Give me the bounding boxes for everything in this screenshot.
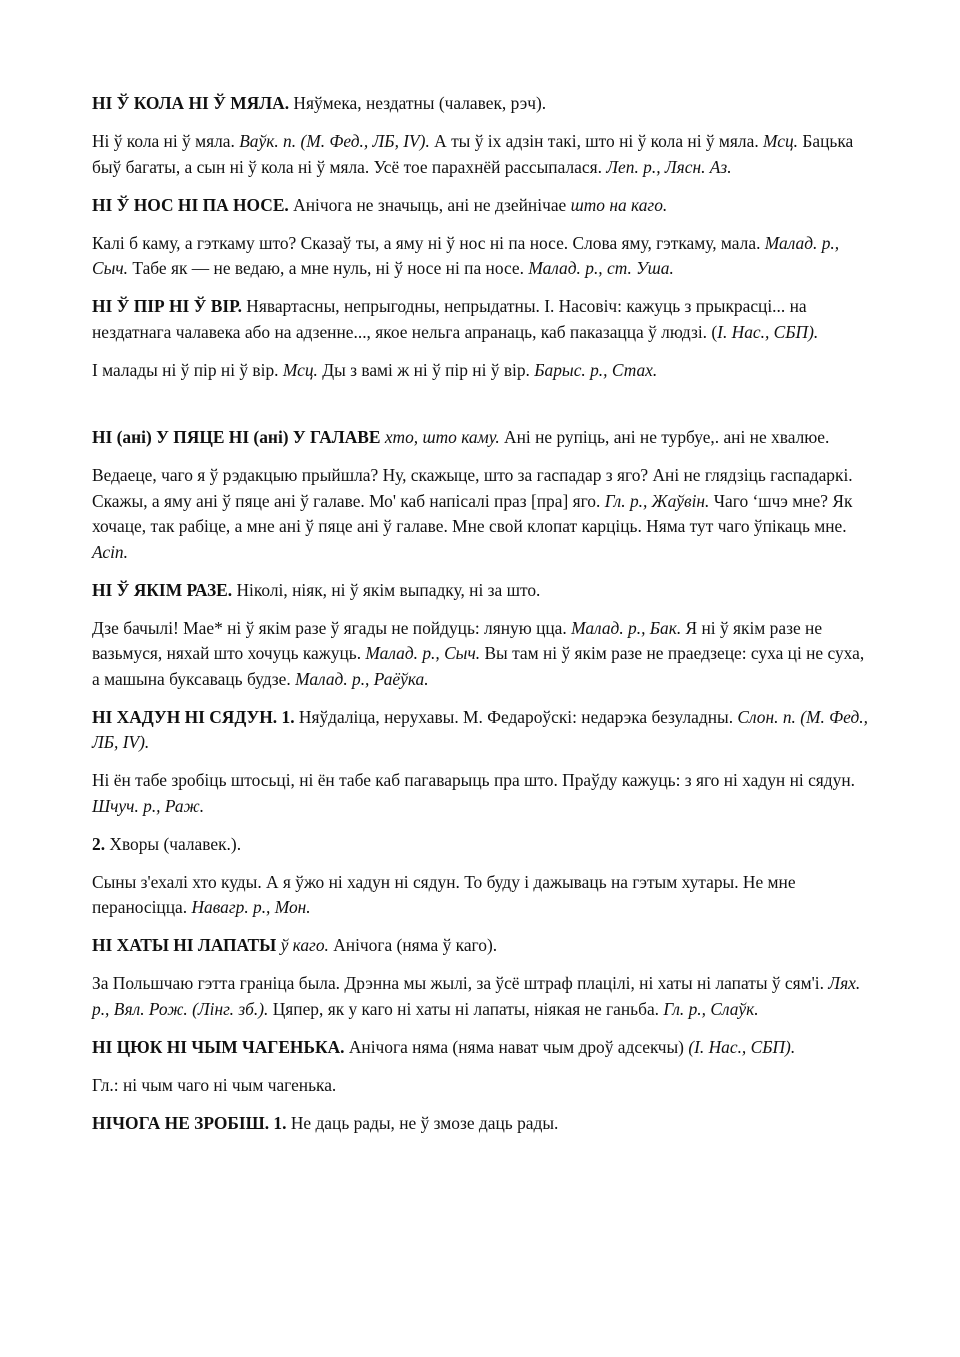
grammar-note: хто, што каму. xyxy=(384,427,500,447)
grammar-note: што на каго. xyxy=(570,194,668,215)
source-citation: Малад. р., Бак. xyxy=(571,617,682,638)
definition-text: Нявартасны, непрыгодны, непрыдатны. І. Насовіч: кажуць з прыкрасці... на нездатнага чалавека або на адзенне..., якое нельга апранаць, каб паказацца ў людзі. ( xyxy=(92,296,807,342)
definition-text: Ніколі, ніяк, ні ў якім выпадку, ні за што. xyxy=(232,579,541,600)
example-text: Ні ён табе зробіць штосьці, ні ён табе каб пагаварыць пра што. Праўду кажуць: з яго ні хадун ні сядун. xyxy=(92,770,855,790)
definition-text: Не даць рады, не ў змозе даць рады. xyxy=(286,1112,559,1133)
example-text: Вы там ні ў якім разе не праедзеце: суха ці не суха, а машына буксаваць будзе. xyxy=(92,643,865,689)
definition-text: Анічога не значыць, ані не дзейнічае xyxy=(288,194,571,215)
source-citation: Ваўк. п. (М. Фед., ЛБ, IV). xyxy=(239,131,430,151)
example-text: За Польшчаю гэтта граніца была. Дрэнна мы жылі, за ўсё штраф плацілі, ні хаты ні лапаты ў сям'і. xyxy=(92,973,829,993)
source-citation: Лях. р., Вял. Рож. (Лінг. зб.). xyxy=(92,973,861,1019)
source-citation: Малад. р., Раёўка. xyxy=(295,668,429,689)
entry-headword: НІЧОГА НЕ ЗРОБІШ. 1. xyxy=(92,1112,287,1133)
entry-headword: НІ Ў ЯКІМ РАЗЕ. xyxy=(92,579,233,600)
entry-example xyxy=(92,463,868,565)
entry-definition xyxy=(92,578,868,604)
cross-reference xyxy=(92,1073,868,1099)
entry-example xyxy=(92,971,868,1022)
source-citation: І. Нас., СБП). xyxy=(717,321,819,342)
definition-text: Анічога (няма ў каго). xyxy=(328,935,498,955)
entry-example xyxy=(92,616,868,693)
example-text: Дзе бачылі! Мае* ні ў якім разе ў ягады не пойдуць: ляную цца. xyxy=(92,617,572,638)
sense-number: 2. xyxy=(92,833,106,854)
example-text: Я ні ў якім разе не вазьмуся, няхай што хочуць кажуць. xyxy=(92,617,823,663)
entry-example xyxy=(92,768,868,819)
source-citation: Шчуч. р., Раж. xyxy=(92,795,205,816)
entry-headword: НІ ХАДУН НІ СЯДУН. 1. xyxy=(92,706,295,727)
entry-definition xyxy=(92,933,868,959)
source-citation: (І. Нас., СБП). xyxy=(688,1036,796,1057)
entry-example xyxy=(92,231,868,282)
example-text: Бацька быў багаты, а сын ні ў кола ні ў мяла. Усё тое парахнёй рассыпалася. xyxy=(92,131,854,177)
entry-headword: НІ (ані) У ПЯЦЕ НІ (ані) У ГАЛАВЕ xyxy=(92,427,381,447)
example-text: Ні ў кола ні ў мяла. xyxy=(92,131,240,151)
entry-definition xyxy=(92,1111,868,1137)
example-text: Ды з вамі ж ні ў пір ні ў вір. xyxy=(317,359,535,380)
example-text: Сыны з'ехалі хто куды. А я ўжо ні хадун ні сядун. То буду і дажываць на гэтым хутары. Не мне пераносіцца. xyxy=(92,871,796,917)
source-citation: Малад. р., ст. Уша. xyxy=(528,258,674,278)
entry-headword: НІ ЦЮК НІ ЧЫМ ЧАГЕНЬКА. xyxy=(92,1036,345,1057)
entry-definition xyxy=(92,1035,868,1061)
source-citation: Мсц. xyxy=(763,131,799,151)
entry-example xyxy=(92,870,868,921)
entry-definition xyxy=(92,294,868,345)
source-citation: Навагр. р., Мон. xyxy=(191,897,311,917)
definition-text: Ані не рупіць, ані не турбуе,. ані не хвалюе. xyxy=(499,427,830,447)
entry-definition xyxy=(92,705,868,756)
example-text: Калі б каму, а гэткаму што? Сказаў ты, а яму ні ў нос ні па носе. Слова яму, гэткаму, мала. xyxy=(92,232,765,253)
source-citation: Гл. р., Жаўвін. xyxy=(604,490,710,511)
example-text: Чаго ‘шчэ мне? Як хочаце, так рабіце, а мне ані ў пяце ані ў галаве. Мне свой клопат карціць. Няма тут чаго ўпікаць мне. xyxy=(92,490,853,536)
example-text: Цяпер, як у каго ні хаты ні лапаты, ніякая не ганьба. xyxy=(268,998,664,1019)
entry-definition xyxy=(92,193,868,219)
entry-headword: НІ Ў ПІР НІ Ў ВІР. xyxy=(92,296,242,316)
entry-definition xyxy=(92,91,868,117)
grammar-note: ў каго. xyxy=(280,935,329,955)
source-citation: Асіп. xyxy=(92,541,128,562)
entry-headword: НІ Ў КОЛА НІ Ў МЯЛА. xyxy=(92,93,290,113)
source-citation: Малад. р., Сыч. xyxy=(365,643,481,663)
source-citation: Леп. р., Лясн. Аз. xyxy=(606,156,732,177)
example-text: Ведаеце, чаго я ў рэдакцыю прыйшла? Ну, скажыце, што за гаспадар з яго? Ані не глядзіць гаспадаркі. Скажы, а яму ані ў пяце ані ў галаве. Мо' каб напісалі праз [пра] яго. xyxy=(92,465,853,511)
source-citation: Малад. р., Сыч. xyxy=(92,232,840,278)
definition-text: Хворы (чалавек.). xyxy=(105,833,242,854)
source-citation: Слон. п. (М. Фед., ЛБ, IV). xyxy=(92,706,868,752)
source-citation: Барыс. р., Стах. xyxy=(534,359,658,380)
entry-definition xyxy=(92,425,868,451)
entry-headword: НІ Ў НОС НІ ПА НОСЕ. xyxy=(92,194,289,215)
source-citation: Мсц. xyxy=(282,359,318,380)
entry-example xyxy=(92,358,868,384)
example-text: Табе як — не ведаю, а мне нуль, ні ў носе ні па носе. xyxy=(128,258,529,278)
definition-text: Няўдаліца, нерухавы. М. Федароўскі: недарэка безуладны. xyxy=(294,706,738,727)
entry-definition xyxy=(92,832,868,858)
example-text: А ты ў іх адзін такі, што ні ў кола ні ў мяла. xyxy=(429,131,764,151)
example-text: Гл.: ні чым чаго ні чым чагенька. xyxy=(92,1074,337,1095)
definition-text: Анічога няма (няма нават чым дроў адсекчы) xyxy=(344,1036,689,1057)
source-citation: Гл. р., Слаўк. xyxy=(663,998,759,1019)
example-text: І малады ні ў пір ні ў вір. xyxy=(92,359,283,380)
entry-headword: НІ ХАТЫ НІ ЛАПАТЫ xyxy=(92,935,277,955)
definition-text: Няўмека, нездатны (чалавек, рэч). xyxy=(289,93,547,113)
entry-example xyxy=(92,129,868,180)
